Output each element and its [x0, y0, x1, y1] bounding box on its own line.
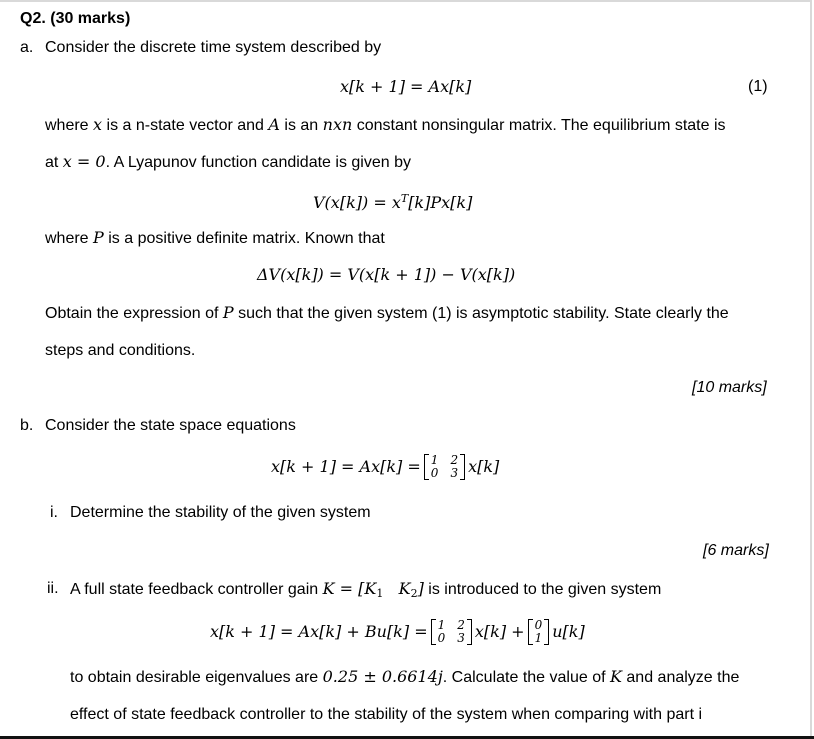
var-P: P: [93, 228, 104, 247]
lyapunov-equation: [313, 189, 472, 213]
var-x: x: [93, 115, 103, 134]
equilibrium-line: [45, 152, 411, 173]
right-bracket: [460, 454, 465, 480]
matrix-cell: 0: [437, 631, 446, 645]
effect-line: effect of state feedback controller to the stability of the system when comparing with part i: [70, 706, 703, 723]
part-b-label: b.: [20, 417, 34, 434]
var-K: K: [610, 667, 622, 686]
part-a-label: a.: [20, 39, 34, 56]
equilibrium-eq: x = 0: [62, 152, 106, 171]
part-b-i-marks: [6 marks]: [703, 542, 769, 559]
text: constant nonsingular matrix. The equilibrium state is: [356, 117, 726, 134]
right-bracket: [467, 619, 472, 645]
eigenvalue-line: [70, 667, 739, 688]
part-a-marks: [10 marks]: [692, 379, 767, 396]
matrix-cell: 3: [450, 466, 459, 480]
steps-line: steps and conditions.: [45, 342, 196, 359]
var-nxn: nxn: [322, 115, 353, 134]
matrix-B: [528, 619, 550, 645]
matrix-A-grid: [429, 454, 460, 480]
part-b-intro: Consider the state space equations: [45, 417, 296, 434]
text: . Calculate the value of: [442, 669, 606, 686]
text: such that the given system (1) is asymptotic stability. State clearly the: [238, 305, 729, 322]
delta-v-equation: ΔV(x[k]) = V(x[k + 1]) − V(x[k]): [257, 265, 516, 284]
matrix-cell: 1: [534, 631, 543, 645]
matrix-A: [424, 454, 465, 480]
matrix-cell: 3: [457, 631, 465, 645]
where-line-1: [45, 115, 726, 136]
right-border: [810, 0, 812, 739]
part-a-intro: Consider the discrete time system described by: [45, 39, 382, 56]
eigenvalues: 0.25 ± 0.6614j: [322, 667, 443, 686]
gain-K2: K: [398, 579, 411, 598]
matrix-cell: 1: [430, 453, 439, 467]
feedback-eq-lhs: x[k + 1] = Ax[k] + Bu[k] =: [210, 622, 428, 641]
matrix-cell: 0: [430, 466, 439, 480]
obtain-line: [45, 303, 729, 324]
text: and analyze the: [626, 669, 740, 686]
part-b-ii-label: ii.: [47, 580, 59, 597]
matrix-cell: 0: [534, 618, 543, 632]
text: at: [45, 154, 59, 171]
matrix-cell: 1: [437, 618, 446, 632]
matrix-A: [431, 619, 472, 645]
question-header: Q2. (30 marks): [20, 10, 131, 27]
gain-K-eq: K = [K: [322, 579, 377, 598]
right-bracket: [544, 619, 549, 645]
lyap-transpose: T: [400, 192, 409, 205]
gain-close: ]: [417, 579, 424, 598]
text: is an: [284, 117, 319, 134]
matrix-cell: 2: [450, 453, 459, 467]
text: A full state feedback controller gain: [70, 581, 319, 598]
part-b-i-label: i.: [50, 504, 58, 521]
part-b-i-text: Determine the stability of the given system: [70, 504, 371, 521]
text: to obtain desirable eigenvalues are: [70, 669, 319, 686]
gain-K: [323, 579, 424, 598]
text: where: [45, 117, 89, 134]
k2-subscript: 2: [410, 587, 418, 600]
feedback-eq-rhs: u[k]: [552, 622, 585, 641]
state-equation: [271, 452, 499, 482]
matrix-B-grid: [533, 619, 545, 645]
state-eq-lhs: x[k + 1] = Ax[k] =: [271, 457, 421, 476]
text: is introduced to the given system: [428, 581, 662, 598]
where-line-2: [45, 228, 385, 249]
var-A: A: [268, 115, 280, 134]
text: Obtain the expression of: [45, 305, 219, 322]
matrix-cell: 2: [457, 618, 465, 632]
text: is a n-state vector and: [106, 117, 264, 134]
equation-1-number: (1): [748, 78, 768, 95]
equation-1: x[k + 1] = Ax[k]: [340, 77, 472, 96]
feedback-eq-mid: x[k] +: [474, 622, 525, 641]
matrix-A-grid: [436, 619, 467, 645]
text: is a positive definite matrix. Known that: [108, 230, 385, 247]
lyap-rhs: [k]Px[k]: [408, 193, 473, 212]
part-b-ii-line: [70, 579, 661, 604]
text: where: [45, 230, 89, 247]
text: . A Lyapunov function candidate is given by: [105, 154, 411, 171]
top-border: [0, 0, 810, 2]
lyap-lhs: V(x[k]) = x: [313, 193, 401, 212]
var-P: P: [222, 303, 234, 322]
state-eq-rhs: x[k]: [468, 457, 500, 476]
feedback-equation: [210, 617, 585, 647]
k1-subscript: 1: [376, 587, 384, 600]
